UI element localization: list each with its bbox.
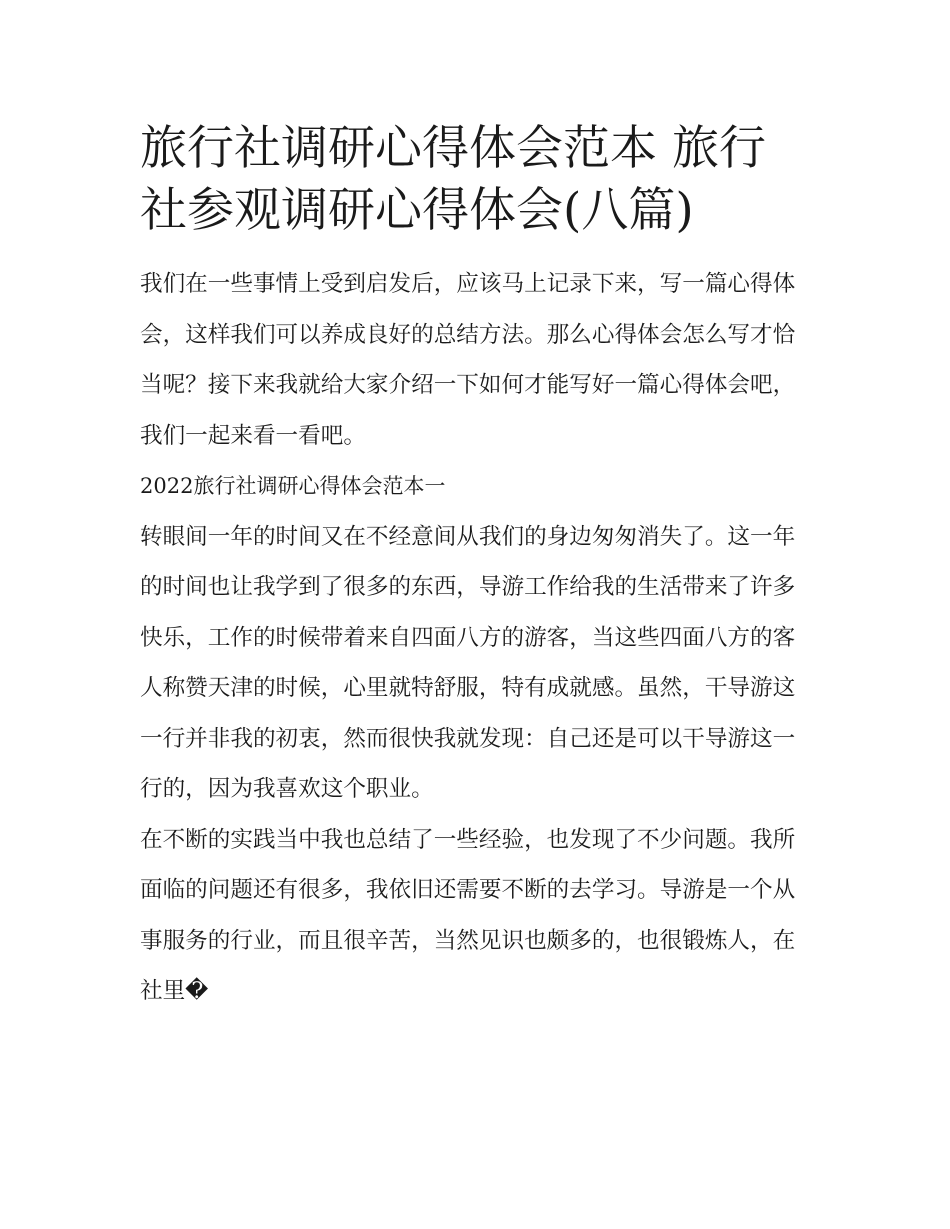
document-title: 旅行社调研心得体会范本 旅行社参观调研心得体会(八篇)	[140, 121, 766, 238]
document-body	[140, 259, 812, 1017]
document-page	[140, 118, 812, 1017]
body-paragraph-2: 在不断的实践当中我也总结了一些经验，也发现了不少问题。我所面临的问题还有很多，我依旧还需要不断的去学习。导游是一个从事服务的行业，而且很辛苦，当然见识也颇多的，也很锻炼人，在社里�	[140, 826, 796, 1004]
intro-paragraph: 我们在一些事情上受到启发后，应该马上记录下来，写一篇心得体会，这样我们可以养成良好的总结方法。那么心得体会怎么写才恰当呢？接下来我就给大家介绍一下如何才能写好一篇心得体会吧，我们一起来看一看吧。	[140, 271, 796, 449]
body-paragraph-1: 转眼间一年的时间又在不经意间从我们的身边匆匆消失了。这一年的时间也让我学到了很多的东西，导游工作给我的生活带来了许多快乐，工作的时候带着来自四面八方的游客，当这些四面八方的客人称赞天津的时候，心里就特舒服，特有成就感。虽然，干导游这一行并非我的初衷，然而很快我就发现：自己还是可以干导游这一行的，因为我喜欢这个职业。	[140, 523, 796, 802]
section-heading: 2022旅行社调研心得体会范本一	[140, 474, 446, 498]
